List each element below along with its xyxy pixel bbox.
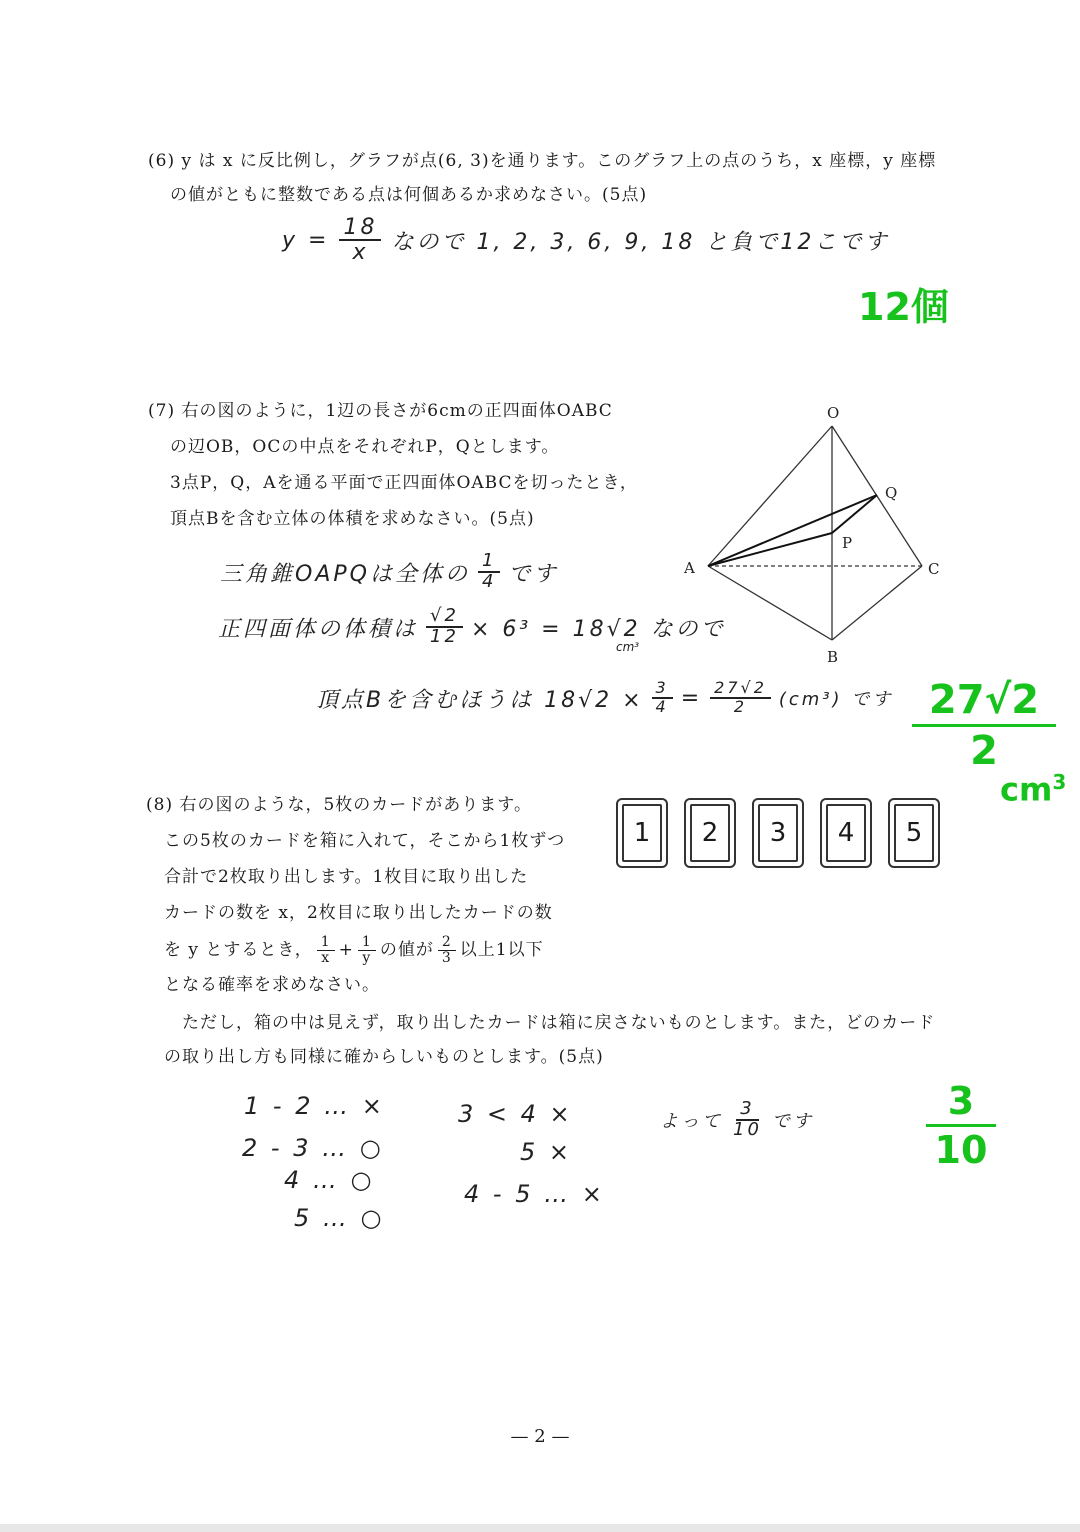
q8-line5-b: の値が <box>379 940 434 960</box>
q6-hw-post: なので 1, 2, 3, 6, 9, 18 と負で12こです <box>391 229 890 255</box>
q8-f2-den: y <box>362 949 372 966</box>
q7-answer <box>912 677 1056 774</box>
q8-f2-num: 1 <box>358 935 376 951</box>
q7-hw3-rnum: 27√2 <box>710 680 771 699</box>
q7-line4: 頂点Bを含む立体の体積を求めなさい。(5点) <box>170 509 535 529</box>
q8-answer-den: 10 <box>934 1128 988 1172</box>
q7-hw1-post: です <box>508 561 559 587</box>
q7-hw3-num: 3 <box>652 680 673 699</box>
q7-hw2-frac <box>426 607 463 647</box>
q8-frac-23 <box>438 935 456 965</box>
card-2-number: 2 <box>690 804 730 862</box>
q7-hw3-frac <box>652 680 673 716</box>
q7-hw2-post: × 6³ = 18√2 なので <box>470 616 726 642</box>
card-4 <box>820 798 872 868</box>
q7-answer-den: 2 <box>970 728 998 774</box>
cut-aq <box>708 495 877 566</box>
label-c: C <box>928 560 940 578</box>
card-3-number: 3 <box>758 804 798 862</box>
q7-hw3-den: 4 <box>655 697 669 716</box>
q7-line2: の辺OB，OCの中点をそれぞれP，Qとします。 <box>170 437 560 457</box>
q8-line3: 合計で2枚取り出します。1枚目に取り出した <box>164 867 529 887</box>
q8-line4: カードの数を x，2枚目に取り出したカードの数 <box>164 903 553 923</box>
q8-hw-c-frac <box>733 1100 762 1140</box>
q8-hw-b3: 4 - 5 … × <box>464 1180 605 1208</box>
q8-hw-c-pre: よって <box>660 1111 723 1132</box>
q7-hw2-pre: 正四面体の体積は <box>218 616 419 642</box>
q8-plus: + <box>338 940 354 960</box>
q7-hw1-num: 1 <box>478 552 500 573</box>
q7-hw-line3 <box>316 666 893 730</box>
q7-hw3-result <box>710 680 771 716</box>
label-q: Q <box>885 484 898 502</box>
q7-line1: (7) 右の図のように，1辺の長さが6cmの正四面体OABC <box>148 401 613 421</box>
q7-hw2-unit: cm³ <box>616 640 640 654</box>
card-5 <box>888 798 940 868</box>
q8-line6: となる確率を求めなさい。 <box>164 975 380 995</box>
q8-hw-a4: 5 … ○ <box>294 1204 385 1232</box>
q8-hw-c-num: 3 <box>736 1100 758 1121</box>
q6-handwriting <box>282 208 889 272</box>
q8-f1-num: 1 <box>317 935 335 951</box>
q7-answer-unit <box>1000 770 1066 809</box>
q7-hw2-num: √2 <box>426 607 463 628</box>
q6-hw-pre: y = <box>282 227 330 253</box>
q6-line2: の値がともに整数である点は何個あるか求めなさい。(5点) <box>170 185 648 205</box>
q8-hw-a3: 4 … ○ <box>284 1166 375 1194</box>
edge-bc <box>832 566 922 640</box>
q8-line8: の取り出し方も同様に確からしいものとします。(5点) <box>164 1047 604 1067</box>
q7-hw3-eq: = <box>680 685 703 711</box>
cut-ap <box>708 533 832 566</box>
q6-hw-den: x <box>352 240 369 265</box>
q7-hw1-den: 4 <box>481 571 497 592</box>
q8-answer <box>926 1079 996 1172</box>
q7-unit-exp: 3 <box>1052 770 1067 794</box>
edge-ab <box>708 566 832 640</box>
q8-line5 <box>164 928 544 972</box>
q8-hw-c-den: 10 <box>733 1119 762 1140</box>
label-b: B <box>827 648 839 666</box>
q6-answer: 12個 <box>858 285 949 329</box>
q7-hw-line1 <box>220 546 558 598</box>
card-3 <box>752 798 804 868</box>
q7-hw-line2 <box>218 596 726 658</box>
label-o: O <box>827 404 840 422</box>
q8-hw-a2: 2 - 3 … ○ <box>242 1134 384 1162</box>
q8-hw-conclusion <box>660 1092 814 1148</box>
q8-frac-1x <box>317 935 335 965</box>
card-4-number: 4 <box>826 804 866 862</box>
card-1-number: 1 <box>622 804 662 862</box>
q7-unit-cm: cm <box>1000 770 1053 809</box>
q7-hw1-pre: 三角錐OAPQは全体の <box>220 561 470 587</box>
q6-hw-frac <box>339 216 381 264</box>
q7-hw1-frac <box>478 552 500 592</box>
q7-answer-num: 27√2 <box>912 680 1056 727</box>
page-number: — 2 — <box>510 1426 570 1447</box>
q8-f3-num: 2 <box>438 935 456 951</box>
card-2 <box>684 798 736 868</box>
q7-hw2-den: 12 <box>430 626 459 647</box>
cut-pq <box>832 495 877 533</box>
q8-hw-b2: 5 × <box>520 1138 573 1166</box>
label-a: A <box>684 559 695 577</box>
q8-f3-den: 3 <box>441 949 452 966</box>
bottom-scroll-strip <box>0 1524 1080 1532</box>
q8-line1: (8) 右の図のような，5枚のカードがあります。 <box>146 795 532 815</box>
q8-f1-den: x <box>321 949 331 966</box>
q8-answer-num: 3 <box>926 1082 996 1127</box>
q8-frac-1y <box>358 935 376 965</box>
q8-hw-b1: 3 < 4 × <box>458 1100 573 1128</box>
label-p: P <box>842 534 853 552</box>
q7-hw3-pre: 頂点Bを含むほうは 18√2 × <box>316 687 644 713</box>
q7-hw3-rden: 2 <box>733 697 748 716</box>
edge-oa <box>708 426 832 566</box>
q8-hw-a1: 1 - 2 … × <box>244 1092 385 1120</box>
q6-hw-num: 18 <box>339 216 381 241</box>
q8-line2: この5枚のカードを箱に入れて，そこから1枚ずつ <box>164 831 566 851</box>
q6-line1: (6) y は x に反比例し，グラフが点(6, 3)を通ります。このグラフ上の点のうち，x 座標，y 座標 <box>148 151 937 171</box>
q8-line5-a: を y とするとき， <box>164 940 313 960</box>
card-5-number: 5 <box>894 804 934 862</box>
q7-hw3-post: (cm³) です <box>778 689 894 710</box>
q8-line7: ただし，箱の中は見えず，取り出したカードは箱に戻さないものとします。また，どのカード <box>182 1013 936 1033</box>
q8-line5-c: 以上1以下 <box>459 940 544 960</box>
q8-hw-c-post: です <box>771 1111 814 1132</box>
card-1 <box>616 798 668 868</box>
q7-line3: 3点P，Q，Aを通る平面で正四面体OABCを切ったとき， <box>170 473 638 493</box>
